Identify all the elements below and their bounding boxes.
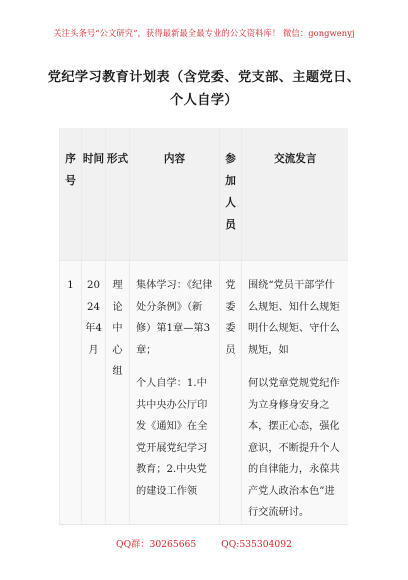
footer-qq-number: QQ:535304092 <box>221 539 292 550</box>
header-form: 形式 <box>106 128 130 261</box>
table-row <box>60 261 349 525</box>
footer-contact <box>0 536 408 550</box>
cell-participants: 党委委员 <box>220 261 242 525</box>
cell-form: 理论中心组 <box>106 261 130 525</box>
content-paragraph-2: 个人自学：1.中共中央办公厅印发《通知》在全党开展党纪学习教育；2.中央党的建设工作领 <box>136 378 208 497</box>
header-participants: 参加人员 <box>220 128 242 261</box>
table-header-row <box>60 128 349 261</box>
cell-time: 2024年4月 <box>82 261 106 525</box>
cell-no: 1 <box>60 261 82 525</box>
cell-speech <box>242 261 349 525</box>
footer-qq-group: QQ群：30265665 <box>116 539 197 550</box>
cell-content <box>130 261 220 525</box>
header-time: 时间 <box>82 128 106 261</box>
speech-paragraph-2: 何以党章党规党纪作为立身修身安身之本，摆正心态，强化意识，不断提升个人的自律能力，永葆共产党人政治本色”进行交流研讨。 <box>248 378 340 518</box>
plan-table-container <box>59 128 348 530</box>
content-paragraph-1: 集体学习：《纪律处分条例》（新修）第1章—第3章； <box>136 280 213 356</box>
title-line-2: 个人自学） <box>170 93 238 108</box>
header-speech: 交流发言 <box>242 128 349 261</box>
top-banner: 关注头条号“公文研究”，获得最新最全最专业的公文资料库！ 微信：gongwenyj <box>53 28 355 38</box>
title-line-1: 党纪学习教育计划表（含党委、党支部、主题党日、 <box>47 70 361 85</box>
header-content: 内容 <box>130 128 220 261</box>
speech-paragraph-1: 围绕“党员干部学什么规矩、知什么规矩明什么规矩、守什么规矩，如 <box>248 280 340 356</box>
plan-table <box>59 128 348 525</box>
header-no: 序号 <box>60 128 82 261</box>
document-title <box>40 66 368 112</box>
